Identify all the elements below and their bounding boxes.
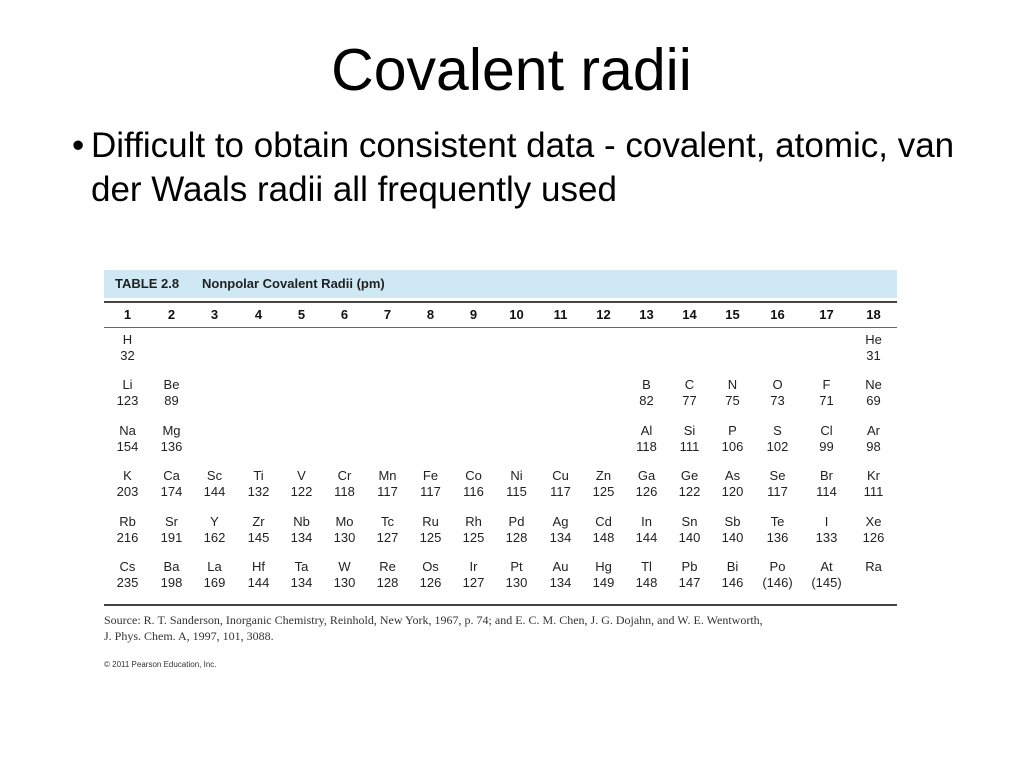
table-number: TABLE 2.8 (115, 276, 180, 291)
element-symbol: Fe (422, 468, 439, 483)
group-number: 15 (725, 307, 740, 322)
element-radius: 169 (203, 575, 226, 590)
element-cell (106, 377, 149, 409)
element-symbol: Te (770, 514, 785, 529)
element-radius: 127 (462, 575, 485, 590)
element-radius: 134 (549, 530, 572, 545)
group-number: 11 (553, 307, 568, 322)
element-symbol: Cu (552, 468, 569, 483)
element-symbol: Cd (595, 514, 612, 529)
element-symbol: In (641, 514, 652, 529)
element-radius: 120 (721, 484, 744, 499)
element-symbol: Mo (335, 514, 354, 529)
element-radius: 69 (866, 393, 881, 408)
element-radius: 216 (116, 530, 139, 545)
bullet-item (72, 124, 982, 212)
element-cell (805, 423, 848, 455)
element-cell (539, 468, 582, 500)
element-symbol: Po (769, 559, 786, 574)
element-symbol: Ba (163, 559, 180, 574)
period-row (104, 423, 897, 463)
element-symbol: Al (640, 423, 653, 438)
element-radius: 82 (639, 393, 654, 408)
element-symbol: Xe (865, 514, 882, 529)
element-symbol: Hf (252, 559, 265, 574)
element-symbol: Re (379, 559, 396, 574)
element-cell (582, 468, 625, 500)
element-symbol: Cr (337, 468, 352, 483)
element-symbol: Tc (381, 514, 394, 529)
group-number: 9 (469, 307, 478, 322)
element-symbol: Be (163, 377, 180, 392)
element-symbol: Sn (681, 514, 698, 529)
element-cell (409, 559, 452, 591)
element-radius: 149 (592, 575, 615, 590)
element-radius: 127 (376, 530, 399, 545)
element-cell (366, 514, 409, 546)
bullet-text: Difficult to obtain consistent data - covalent, atomic, van der Waals radii all frequently used (91, 126, 955, 209)
element-radius: 235 (116, 575, 139, 590)
element-cell (150, 468, 193, 500)
element-radius: 106 (721, 439, 744, 454)
element-symbol: F (822, 377, 831, 392)
table-header (104, 270, 897, 298)
element-cell (625, 423, 668, 455)
copyright-notice: © 2011 Pearson Education, Inc. (104, 660, 217, 669)
element-symbol: Se (769, 468, 786, 483)
element-radius: 198 (160, 575, 183, 590)
element-symbol: Pt (510, 559, 523, 574)
period-row (104, 377, 897, 417)
element-radius: 102 (766, 439, 789, 454)
element-radius: 123 (116, 393, 139, 408)
element-radius: 117 (767, 484, 788, 499)
element-cell (106, 514, 149, 546)
table-bottom-rule (104, 604, 897, 606)
element-cell (323, 559, 366, 591)
element-symbol: Sc (206, 468, 223, 483)
element-symbol: Ge (680, 468, 699, 483)
element-cell (495, 559, 538, 591)
element-cell (150, 514, 193, 546)
element-cell (193, 468, 236, 500)
element-cell (280, 468, 323, 500)
element-cell (625, 468, 668, 500)
element-cell (495, 514, 538, 546)
element-cell (582, 559, 625, 591)
group-number: 13 (639, 307, 654, 322)
element-symbol: Li (122, 377, 133, 392)
element-symbol: La (207, 559, 222, 574)
period-row (104, 559, 897, 599)
group-number: 8 (426, 307, 435, 322)
element-symbol: C (684, 377, 695, 392)
element-radius: 203 (116, 484, 139, 499)
element-radius: 114 (816, 484, 837, 499)
element-symbol: Nb (293, 514, 310, 529)
element-radius: 133 (815, 530, 838, 545)
element-symbol: Ar (867, 423, 880, 438)
group-number: 5 (297, 307, 306, 322)
element-cell (193, 559, 236, 591)
element-radius: 111 (679, 439, 700, 454)
element-cell (852, 559, 895, 575)
element-cell (539, 559, 582, 591)
element-radius: 154 (116, 439, 139, 454)
element-cell (150, 377, 193, 409)
element-cell (668, 377, 711, 409)
element-radius: 174 (160, 484, 183, 499)
group-number: 6 (340, 307, 349, 322)
element-cell (852, 468, 895, 500)
element-symbol: Kr (867, 468, 880, 483)
element-symbol: K (123, 468, 132, 483)
bullet-marker: • (72, 126, 85, 165)
element-symbol: Au (552, 559, 569, 574)
element-symbol: B (642, 377, 651, 392)
element-cell (805, 377, 848, 409)
element-symbol: He (865, 332, 882, 347)
period-row (104, 468, 897, 508)
element-radius: 130 (333, 530, 356, 545)
element-radius: 134 (290, 575, 313, 590)
element-cell (625, 377, 668, 409)
period-row (104, 332, 897, 372)
element-radius: 117 (420, 484, 441, 499)
group-number: 16 (770, 307, 785, 322)
element-symbol: Ni (510, 468, 523, 483)
element-radius: (146) (762, 575, 793, 590)
element-cell (539, 514, 582, 546)
element-cell (668, 559, 711, 591)
element-symbol: Cs (119, 559, 136, 574)
element-symbol: Ga (637, 468, 656, 483)
element-cell (805, 559, 848, 591)
element-symbol: Mn (378, 468, 397, 483)
element-cell (366, 468, 409, 500)
group-number: 17 (819, 307, 834, 322)
element-cell (237, 468, 280, 500)
element-cell (668, 514, 711, 546)
element-symbol: Zr (252, 514, 265, 529)
group-header-row (104, 303, 897, 327)
group-number: 1 (123, 307, 132, 322)
element-cell (668, 468, 711, 500)
element-symbol: Ti (253, 468, 264, 483)
element-radius: 191 (160, 530, 183, 545)
element-radius: 130 (333, 575, 356, 590)
table-header-rule (104, 327, 897, 328)
element-cell (323, 514, 366, 546)
element-symbol: I (824, 514, 829, 529)
element-symbol: Bi (726, 559, 739, 574)
element-cell (805, 514, 848, 546)
period-row (104, 514, 897, 554)
group-number: 7 (383, 307, 392, 322)
element-radius: 99 (819, 439, 834, 454)
element-cell (193, 514, 236, 546)
element-radius: 132 (247, 484, 270, 499)
element-radius: 75 (725, 393, 740, 408)
table-caption: Nonpolar Covalent Radii (pm) (202, 276, 385, 291)
group-number: 2 (167, 307, 176, 322)
element-radius: 31 (866, 348, 881, 363)
element-symbol: N (727, 377, 738, 392)
element-cell (711, 514, 754, 546)
element-cell (323, 468, 366, 500)
element-symbol: Na (119, 423, 136, 438)
element-cell (150, 559, 193, 591)
element-symbol: Pd (508, 514, 525, 529)
group-number: 10 (509, 307, 524, 322)
element-symbol: Zn (595, 468, 612, 483)
group-number: 4 (254, 307, 263, 322)
element-cell (805, 468, 848, 500)
element-cell (280, 514, 323, 546)
element-cell (106, 423, 149, 455)
element-symbol: O (772, 377, 783, 392)
element-symbol: P (728, 423, 737, 438)
element-cell (852, 332, 895, 364)
element-cell (756, 423, 799, 455)
element-cell (756, 514, 799, 546)
element-radius: 89 (164, 393, 179, 408)
element-symbol: Sr (165, 514, 178, 529)
element-cell (711, 423, 754, 455)
element-radius: 162 (203, 530, 226, 545)
element-radius: 125 (592, 484, 615, 499)
group-number: 18 (866, 307, 881, 322)
element-radius: 128 (376, 575, 399, 590)
element-radius: 130 (505, 575, 528, 590)
element-symbol: Os (422, 559, 439, 574)
element-cell (452, 559, 495, 591)
element-cell (711, 559, 754, 591)
element-symbol: Ne (865, 377, 882, 392)
element-radius: 122 (678, 484, 701, 499)
element-cell (106, 332, 149, 364)
element-radius: 140 (678, 530, 701, 545)
element-symbol: Sb (724, 514, 741, 529)
element-cell (852, 514, 895, 546)
element-radius: 140 (721, 530, 744, 545)
element-cell (237, 514, 280, 546)
element-radius: 136 (766, 530, 789, 545)
element-radius: 146 (721, 575, 744, 590)
element-cell (452, 468, 495, 500)
element-cell (150, 423, 193, 455)
element-cell (668, 423, 711, 455)
element-symbol: Ru (422, 514, 439, 529)
element-symbol: Hg (595, 559, 612, 574)
element-cell (582, 514, 625, 546)
element-symbol: Pb (681, 559, 698, 574)
element-radius: 98 (866, 439, 881, 454)
element-symbol: Cl (820, 423, 833, 438)
element-cell (409, 514, 452, 546)
element-radius: 122 (290, 484, 313, 499)
element-symbol: Rh (465, 514, 482, 529)
element-symbol: Co (465, 468, 482, 483)
element-cell (852, 423, 895, 455)
element-radius: 117 (377, 484, 398, 499)
element-cell (711, 468, 754, 500)
element-symbol: S (773, 423, 782, 438)
element-radius: 144 (635, 530, 658, 545)
element-radius: 73 (770, 393, 785, 408)
element-radius: 128 (505, 530, 528, 545)
element-radius: 144 (247, 575, 270, 590)
element-cell (106, 468, 149, 500)
element-cell (495, 468, 538, 500)
element-radius: 126 (635, 484, 658, 499)
element-cell (625, 514, 668, 546)
element-radius: 125 (419, 530, 442, 545)
element-cell (625, 559, 668, 591)
element-radius: (145) (811, 575, 842, 590)
element-symbol: As (724, 468, 741, 483)
element-radius: 136 (160, 439, 183, 454)
element-cell (756, 377, 799, 409)
element-radius: 32 (120, 348, 135, 363)
element-symbol: At (820, 559, 833, 574)
table-figure (104, 270, 897, 680)
element-cell (756, 468, 799, 500)
element-cell (106, 559, 149, 591)
group-number: 3 (210, 307, 219, 322)
element-symbol: Y (210, 514, 219, 529)
element-symbol: Si (683, 423, 696, 438)
element-radius: 77 (682, 393, 697, 408)
element-cell (366, 559, 409, 591)
element-radius: 111 (863, 484, 884, 499)
element-symbol: H (122, 332, 133, 347)
element-radius: 117 (550, 484, 571, 499)
group-number: 14 (682, 307, 697, 322)
element-radius: 148 (592, 530, 615, 545)
element-radius: 126 (862, 530, 885, 545)
element-radius: 134 (290, 530, 313, 545)
element-cell (711, 377, 754, 409)
element-symbol: W (338, 559, 351, 574)
element-symbol: Br (820, 468, 833, 483)
element-radius: 115 (506, 484, 527, 499)
element-cell (452, 514, 495, 546)
element-radius: 118 (636, 439, 657, 454)
element-radius: 145 (247, 530, 270, 545)
element-cell (756, 559, 799, 591)
element-radius: 116 (463, 484, 484, 499)
element-cell (852, 377, 895, 409)
element-symbol: Ta (294, 559, 309, 574)
element-symbol: Tl (641, 559, 652, 574)
element-radius: 147 (678, 575, 701, 590)
table-source (104, 612, 897, 644)
element-radius: 125 (462, 530, 485, 545)
element-symbol: Ir (469, 559, 478, 574)
element-radius: 148 (635, 575, 658, 590)
group-number: 12 (596, 307, 611, 322)
element-symbol: Mg (162, 423, 181, 438)
element-radius: 126 (419, 575, 442, 590)
element-symbol: V (297, 468, 306, 483)
element-symbol: Rb (119, 514, 136, 529)
slide-title: Covalent radii (331, 37, 692, 103)
element-radius: 118 (334, 484, 355, 499)
element-symbol: Ra (865, 559, 882, 574)
element-symbol: Ag (552, 514, 569, 529)
element-cell (280, 559, 323, 591)
element-cell (409, 468, 452, 500)
element-radius: 144 (203, 484, 226, 499)
element-radius: 71 (819, 393, 834, 408)
element-radius: 134 (549, 575, 572, 590)
source-line-2: J. Phys. Chem. A, 1997, 101, 3088. (104, 629, 274, 643)
element-cell (237, 559, 280, 591)
source-line-1: Source: R. T. Sanderson, Inorganic Chemistry, Reinhold, New York, 1967, p. 74; and E. C. M. Chen, J. G. Dojahn, and W. E. Wentworth, (104, 613, 763, 627)
element-symbol: Ca (163, 468, 180, 483)
